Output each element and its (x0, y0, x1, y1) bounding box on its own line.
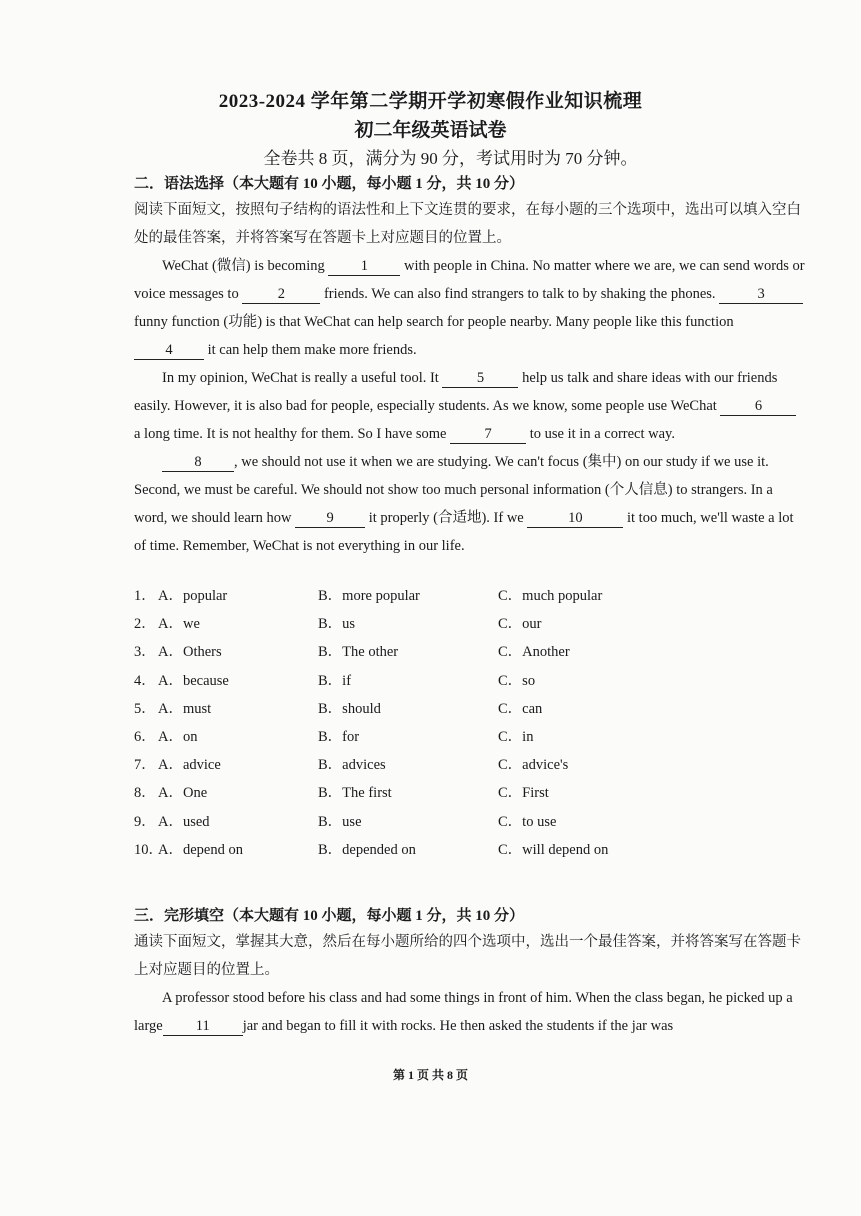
blank-4: 4 (134, 341, 204, 360)
blank-2: 2 (242, 285, 320, 304)
section-2-instruction: 阅读下面短文，按照句子结构的语法性和上下文连贯的要求，在每小题的三个选项中，选出可以填入空白处的最佳答案，并将答案写在答题卡上对应题目的位置上。 (134, 202, 801, 246)
option-row: 5． A．must B．should C．can (134, 700, 543, 717)
exam-subtitle-grade: 初二年级英语试卷 (354, 120, 507, 141)
exam-title: 2023-2024 学年第二学期开学初寒假作业知识梳理 (218, 91, 643, 112)
option-row: 1． A．popular B．more popular C．much popular (134, 588, 603, 604)
section-3-heading: 三．完形填空（本大题有 10 小题，每小题 1 分，共 10 分） (134, 908, 525, 924)
blank-9: 9 (295, 509, 365, 528)
blank-7: 7 (450, 425, 526, 444)
option-row: 3． A．Others B．The other C．Another (134, 644, 570, 661)
section-2-heading: 二．语法选择（本大题有 10 小题，每小题 1 分，共 10 分） (134, 176, 525, 192)
passage-paragraph-1: WeChat (微信) is becoming 1 with people in China. No matter where we are, we can send words or voice messages to 2 friends. We can also find strangers to talk to by shaking the phones. 3 funny function (功能) is that WeChat can help search for people nearby. Many people like this function 4 it can help them make more friends. (134, 258, 805, 358)
exam-info: 全卷共 8 页，满分为 90 分，考试用时为 70 分钟。 (263, 149, 638, 168)
blank-6: 6 (720, 397, 796, 416)
blank-11: 11 (163, 1017, 243, 1036)
blank-1: 1 (328, 257, 400, 276)
blank-5: 5 (442, 369, 518, 388)
passage-paragraph-2: In my opinion, WeChat is really a useful tool. It 5 help us talk and share ideas with our friends easily. However, it is also bad for people, especially students. As we know, some people use WeChat 6 a long time. It is not healthy for them. So I have some 7 to use it in a correct way. (134, 364, 806, 448)
blank-3: 3 (719, 285, 803, 304)
page-number: 第 1 页 共 8 页 (392, 1068, 468, 1082)
passage-paragraph-3: 8 , we should not use it when we are studying. We can't focus (集中) on our study if we use it. Second, we must be careful. We should not show too much personal information (个人信息) to strangers. In a word, we should learn how 9 it properly (合适地). If we 10 it too much, we'll waste a lot of time. Remember, WeChat is not everything in our life. (134, 454, 794, 554)
option-row: 10． A．depend on B．depended on C．will depend on (134, 841, 609, 858)
options-list (134, 580, 814, 862)
section-3-body (134, 928, 806, 1040)
cloze-paragraph-1: A professor stood before his class and had some things in front of him. When the class began, he picked up a large 11 jar and began to fill it with rocks. He then asked the students if the jar was (134, 990, 793, 1034)
section-3-instruction: 通读下面短文，掌握其大意，然后在每小题所给的四个选项中，选出一个最佳答案，并将答案写在答题卡上对应题目的位置上。 (134, 934, 801, 978)
option-row: 6． A．on B．for C．in (134, 728, 534, 745)
option-row: 7． A．advice B．advices C．advice's (134, 757, 569, 774)
option-row: 4． A．because B．if C．so (134, 672, 536, 689)
blank-8: 8 (162, 453, 234, 472)
option-row: 9． A．used B．use C．to use (134, 813, 557, 830)
section-2-body (134, 196, 806, 560)
blank-10: 10 (527, 509, 623, 528)
option-row: 8． A．One B．The first C．First (134, 785, 549, 802)
option-row: 2． A．we B．us C．our (134, 616, 542, 633)
